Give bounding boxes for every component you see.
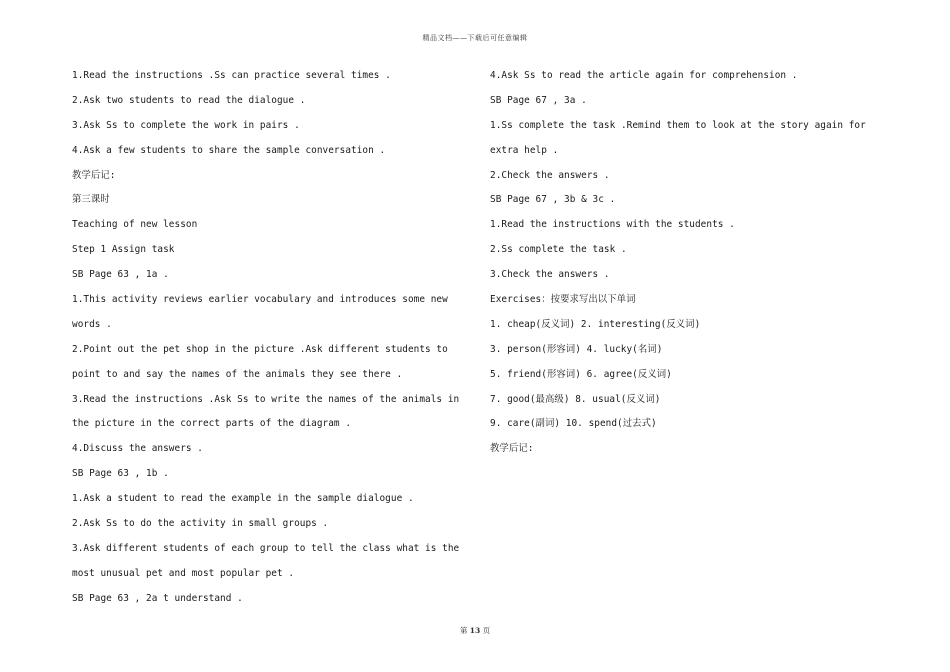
text-line: SB Page 63 , 1a . [72,269,169,281]
text-line: SB Page 63 , 1b . [72,468,169,480]
text-line: 2.Ss complete the task . [490,244,627,256]
right-column [490,64,890,462]
text-line: point to and say the names of the animals they see there . [72,368,403,380]
text-line: most unusual pet and most popular pet . [72,567,295,579]
text-line: 1.Read the instructions with the students . [490,219,735,231]
text-line: SB Page 67 , 3a . [490,94,587,106]
page-header [0,33,950,43]
exercise-line: 3. person(形容词) 4. lucky(名词) [490,343,663,355]
text-line: 2.Check the answers . [490,169,610,181]
text-line: 1.Ask a student to read the example in the sample dialogue . [72,493,414,505]
text-line: SB Page 67 , 3b & 3c . [490,194,616,206]
exercise-line: 1. cheap(反义词) 2. interesting(反义词) [490,318,701,330]
footer-prefix: 第 [459,626,468,635]
page-number: 13 [469,626,481,635]
text-line: 2.Ask two students to read the dialogue . [72,94,306,106]
text-line: Step 1 Assign task [72,244,175,256]
text-line: 1.Read the instructions .Ss can practice several times . [72,70,391,81]
text-line: 2.Ask Ss to do the activity in small groups . [72,518,329,530]
text-line: 3.Ask Ss to complete the work in pairs . [72,119,300,131]
exercise-line: 9. care(副词) 10. spend(过去式) [490,418,657,430]
text-line: the picture in the correct parts of the diagram . [72,418,352,430]
text-line: 2.Point out the pet shop in the picture .Ask different students to [72,343,448,355]
text-line: 3.Check the answers . [490,269,610,281]
page-footer [0,625,950,636]
left-column [72,64,472,612]
text-line: SB Page 63 , 2a t understand . [72,592,243,604]
text-line: extra help . [490,144,559,156]
text-line: Teaching of new lesson [72,219,198,231]
section-title: 第三课时 [72,194,110,206]
text-line: 3.Ask different students of each group to tell the class what is the [72,542,460,554]
exercise-line: 5. friend(形容词) 6. agree(反义词) [490,368,672,380]
text-line: 3.Read the instructions .Ask Ss to write the names of the animals in [72,393,460,405]
text-line: words . [72,318,112,330]
text-line: 4.Discuss the answers . [72,443,203,455]
text-line: 教学后记: [490,443,534,455]
text-line: 4.Ask Ss to read the article again for comprehension . [490,70,798,81]
text-line: 教学后记: [72,169,116,181]
exercises-heading: Exercises：按要求写出以下单词 [490,294,636,306]
footer-suffix: 页 [482,626,491,635]
text-line: 1.Ss complete the task .Remind them to look at the story again for [490,119,866,131]
header-text: 精品文档——下载后可任意编辑 [422,34,528,42]
exercise-line: 7. good(最高级) 8. usual(反义词) [490,393,661,405]
text-line: 1.This activity reviews earlier vocabulary and introduces some new [72,294,448,306]
text-line: 4.Ask a few students to share the sample conversation . [72,144,386,156]
